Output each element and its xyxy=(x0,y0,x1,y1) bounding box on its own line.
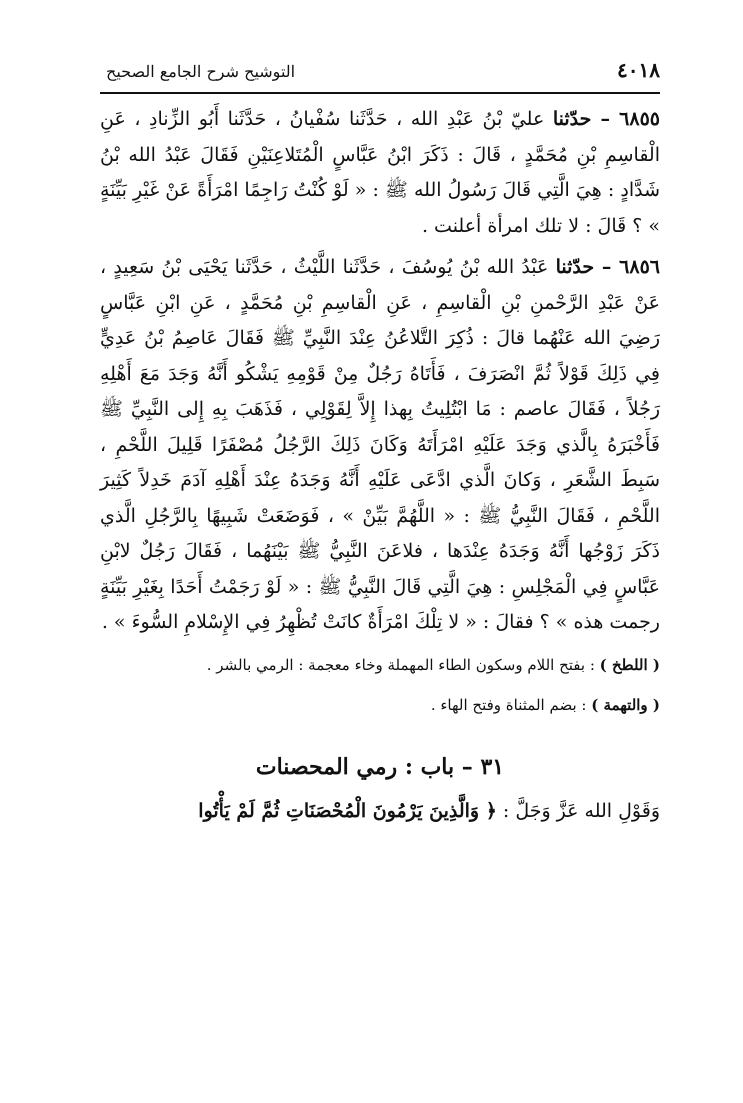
book-title: التوشيح شرح الجامع الصحيح xyxy=(106,62,296,81)
page-header xyxy=(100,58,660,92)
hadith-number: ٦٨٥٥ xyxy=(619,108,660,130)
chapter-intro-line xyxy=(100,793,660,829)
hadith-6855 xyxy=(100,102,660,244)
note-term: ( اللطخ ) xyxy=(599,655,660,674)
footnote-tuhma xyxy=(100,691,660,719)
hadith-text: عَبْدُ الله بْنُ يُوسُفَ ، حَدَّثَنا اللَّيْثُ ، حَدَّثَنا يَحْيَى بْنُ سَعِيدٍ ، عَنْ عَبْدِ الرَّحْمنِ بْنِ الْقاسِمِ ، عَنِ الْقاسِمِ بْنِ مُحَمَّدٍ ، عَنِ ابْنِ عَبَّاسٍ رَضِيَ الله عَنْهُما قالَ : ذُكِرَ التَّلاعُنُ عِنْدَ النَّبِيِّ ﷺ فَقَالَ عَاصِمُ بْنُ عَدِيٍّ فِي ذَلِكَ قَوْلاً ثُمَّ انْصَرَفَ ، فَأَتَاهُ رَجُلٌ مِنْ قَوْمِهِ يَشْكُو أَنَّهُ وَجَدَ مَعَ أَهْلِهِ رَجُلاً ، فَقَالَ عاصم : مَا ابْتُلِيتُ بِهذا إِلاَّ لِقَوْلِي ، فَذَهَبَ بِهِ إِلى النَّبِيِّ ﷺ فَأَخْبَرَهُ بِالَّذي وَجَدَ عَلَيْهِ امْرَأَتَهُ وَكَانَ ذَلِكَ الرَّجُلُ مُصْفَرًا قَلِيلَ اللَّحْمِ ، سَبِطَ الشَّعَرِ ، وَكانَ الَّذي ادَّعَى عَلَيْهِ أَنَّهُ وَجَدَهُ عِنْدَ أَهْلِهِ آدَمَ خَدِلاً كَثِيرَ اللَّحْمِ ، فَقَالَ النَّبِيُّ ﷺ : « اللَّهُمَّ بَيِّنْ » ، فَوَضَعَتْ شَبِيهًا بِالرَّجُلِ الَّذي ذَكَرَ زَوْجُها أَنَّهُ وَجَدَهُ عِنْدَها ، فلاعَنَ النَّبِيُّ ﷺ بَيْنَهُما ، فَقَالَ رَجُلٌ لابْنِ عَبَّاسٍ فِي الْمَجْلِسِ : هِيَ الَّتِي قَالَ النَّبِيُّ ﷺ : « لَوْ رَجَمْتُ أَحَدًا بِغَيْرِ بَيِّنَةٍ رجمت هذه » ؟ فقالَ : « لا تِلْكَ امْرَأَةٌ كانَتْ تُظْهِرُ فِي الإِسْلامِ السُّوءَ » . xyxy=(100,256,660,633)
quran-verse: ﴿ وَالَّذِينَ يَرْمُونَ الْمُحْصَنَاتِ ثُمَّ لَمْ يَأْتُوا xyxy=(198,799,497,822)
hadith-number: ٦٨٥٦ xyxy=(619,256,660,278)
hadith-lead: حدّثنا xyxy=(555,256,595,278)
note-text: : بفتح اللام وسكون الطاء المهملة وخاء معجمة : الرمي بالشر . xyxy=(206,655,600,674)
hadith-separator: – xyxy=(594,256,620,278)
header-rule xyxy=(100,92,660,94)
note-text: : بضم المثناة وفتح الهاء . xyxy=(430,695,592,714)
footnote-latkh xyxy=(100,651,660,679)
hadith-lead: حدّثنا xyxy=(552,108,592,130)
intro-prefix: وَقَوْلِ الله عَزَّ وَجَلَّ : xyxy=(496,799,660,822)
hadith-text: عليّ بْنُ عَبْدِ الله ، حَدَّثَنا سُفْيانُ ، حَدَّثَنا أَبُو الزِّنادِ ، عَنِ الْقاسِمِ بْنِ مُحَمَّدٍ ، قَالَ : ذَكَرَ ابْنُ عَبَّاسٍ الْمُتَلاعِنَيْنِ فَقَالَ عَبْدُ الله بْنُ شَدَّادٍ : هِيَ الَّتِي قَالَ رَسُولُ الله ﷺ : « لَوْ كُنْتُ رَاجِمًا امْرَأَةً عَنْ غَيْرِ بَيِّنَةٍ » ؟ قَالَ : لا تلك امرأة أعلنت . xyxy=(100,108,660,237)
note-term: ( والتهمة ) xyxy=(591,695,660,714)
hadith-separator: – xyxy=(591,108,620,130)
book-page xyxy=(100,58,660,829)
page-number: ٤٠١٨ xyxy=(617,58,660,82)
hadith-6856 xyxy=(100,250,660,641)
chapter-heading: ٣١ – باب : رمي المحصنات xyxy=(255,753,505,780)
